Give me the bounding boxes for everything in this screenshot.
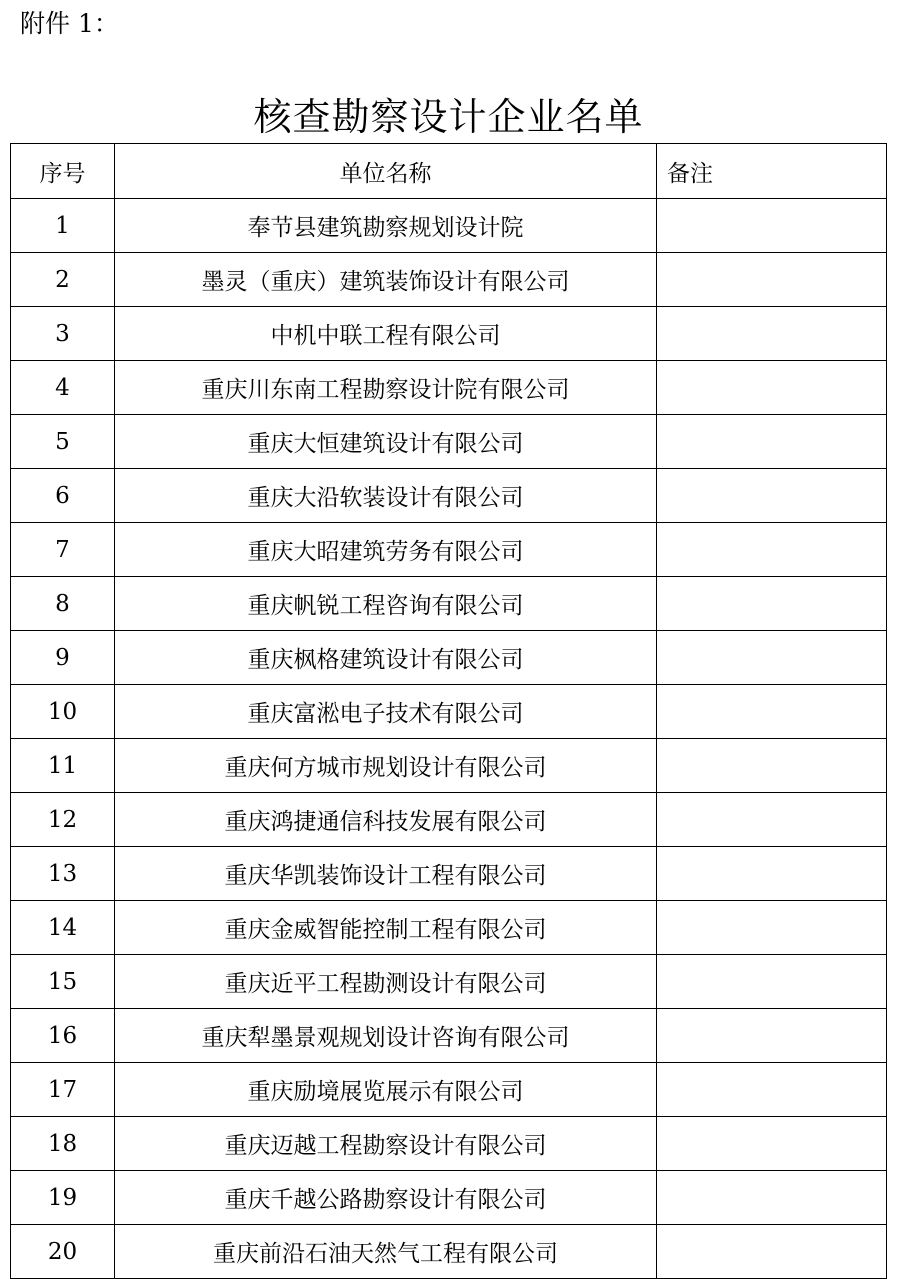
row-seq: 7 [11, 523, 115, 577]
row-company-name: 重庆励境展览展示有限公司 [115, 1063, 657, 1117]
table-row [11, 307, 887, 361]
row-company-name: 重庆犁墨景观规划设计咨询有限公司 [115, 1009, 657, 1063]
document-title: 核查勘察设计企业名单 [253, 95, 644, 139]
row-company-name: 重庆富淞电子技术有限公司 [115, 685, 657, 739]
row-company-name: 重庆大昭建筑劳务有限公司 [115, 523, 657, 577]
company-table [10, 143, 887, 1279]
row-company-name: 重庆华凯装饰设计工程有限公司 [115, 847, 657, 901]
row-remark [657, 1225, 887, 1279]
row-company-name: 重庆帆锐工程咨询有限公司 [115, 577, 657, 631]
row-seq: 19 [11, 1171, 115, 1225]
row-remark [657, 1117, 887, 1171]
row-remark [657, 793, 887, 847]
table-row [11, 253, 887, 307]
row-seq: 10 [11, 685, 115, 739]
row-seq: 1 [11, 199, 115, 253]
row-remark [657, 739, 887, 793]
row-seq: 14 [11, 901, 115, 955]
row-remark [657, 1171, 887, 1225]
row-company-name: 奉节县建筑勘察规划设计院 [115, 199, 657, 253]
row-remark [657, 955, 887, 1009]
row-seq: 16 [11, 1009, 115, 1063]
attachment-label: 附件 1： [20, 9, 119, 38]
row-company-name: 重庆金威智能控制工程有限公司 [115, 901, 657, 955]
row-company-name: 重庆前沿石油天然气工程有限公司 [115, 1225, 657, 1279]
row-remark [657, 685, 887, 739]
header-remark: 备注 [657, 144, 887, 199]
table-row [11, 1009, 887, 1063]
row-company-name: 重庆川东南工程勘察设计院有限公司 [115, 361, 657, 415]
row-company-name: 中机中联工程有限公司 [115, 307, 657, 361]
table-row [11, 577, 887, 631]
row-seq: 12 [11, 793, 115, 847]
row-company-name: 重庆鸿捷通信科技发展有限公司 [115, 793, 657, 847]
header-row [11, 144, 887, 199]
row-company-name: 重庆枫格建筑设计有限公司 [115, 631, 657, 685]
row-remark [657, 1009, 887, 1063]
table-row [11, 847, 887, 901]
row-company-name: 重庆大沿软装设计有限公司 [115, 469, 657, 523]
header-name: 单位名称 [115, 144, 657, 199]
row-remark [657, 631, 887, 685]
row-remark [657, 577, 887, 631]
row-seq: 5 [11, 415, 115, 469]
row-seq: 2 [11, 253, 115, 307]
row-seq: 11 [11, 739, 115, 793]
row-company-name: 重庆近平工程勘测设计有限公司 [115, 955, 657, 1009]
row-remark [657, 415, 887, 469]
table-row [11, 1225, 887, 1279]
row-seq: 17 [11, 1063, 115, 1117]
table-row [11, 955, 887, 1009]
header-seq: 序号 [11, 144, 115, 199]
table-row [11, 631, 887, 685]
table-row [11, 199, 887, 253]
row-remark [657, 361, 887, 415]
row-remark [657, 523, 887, 577]
table-row [11, 1117, 887, 1171]
table-row [11, 361, 887, 415]
row-seq: 13 [11, 847, 115, 901]
row-remark [657, 901, 887, 955]
row-company-name: 重庆千越公路勘察设计有限公司 [115, 1171, 657, 1225]
row-seq: 4 [11, 361, 115, 415]
table-row [11, 415, 887, 469]
row-company-name: 重庆何方城市规划设计有限公司 [115, 739, 657, 793]
row-seq: 9 [11, 631, 115, 685]
row-seq: 3 [11, 307, 115, 361]
row-remark [657, 1063, 887, 1117]
table-row [11, 469, 887, 523]
table-row [11, 901, 887, 955]
row-company-name: 重庆大恒建筑设计有限公司 [115, 415, 657, 469]
row-remark [657, 469, 887, 523]
table-row [11, 739, 887, 793]
row-seq: 15 [11, 955, 115, 1009]
table-row [11, 685, 887, 739]
row-seq: 6 [11, 469, 115, 523]
table-row [11, 523, 887, 577]
row-seq: 20 [11, 1225, 115, 1279]
row-seq: 8 [11, 577, 115, 631]
row-remark [657, 847, 887, 901]
row-remark [657, 253, 887, 307]
table-body [11, 199, 887, 1279]
row-remark [657, 199, 887, 253]
table-row [11, 1063, 887, 1117]
row-seq: 18 [11, 1117, 115, 1171]
table-header [11, 144, 887, 199]
row-company-name: 重庆迈越工程勘察设计有限公司 [115, 1117, 657, 1171]
row-remark [657, 307, 887, 361]
table-row [11, 1171, 887, 1225]
table-row [11, 793, 887, 847]
row-company-name: 墨灵（重庆）建筑装饰设计有限公司 [115, 253, 657, 307]
